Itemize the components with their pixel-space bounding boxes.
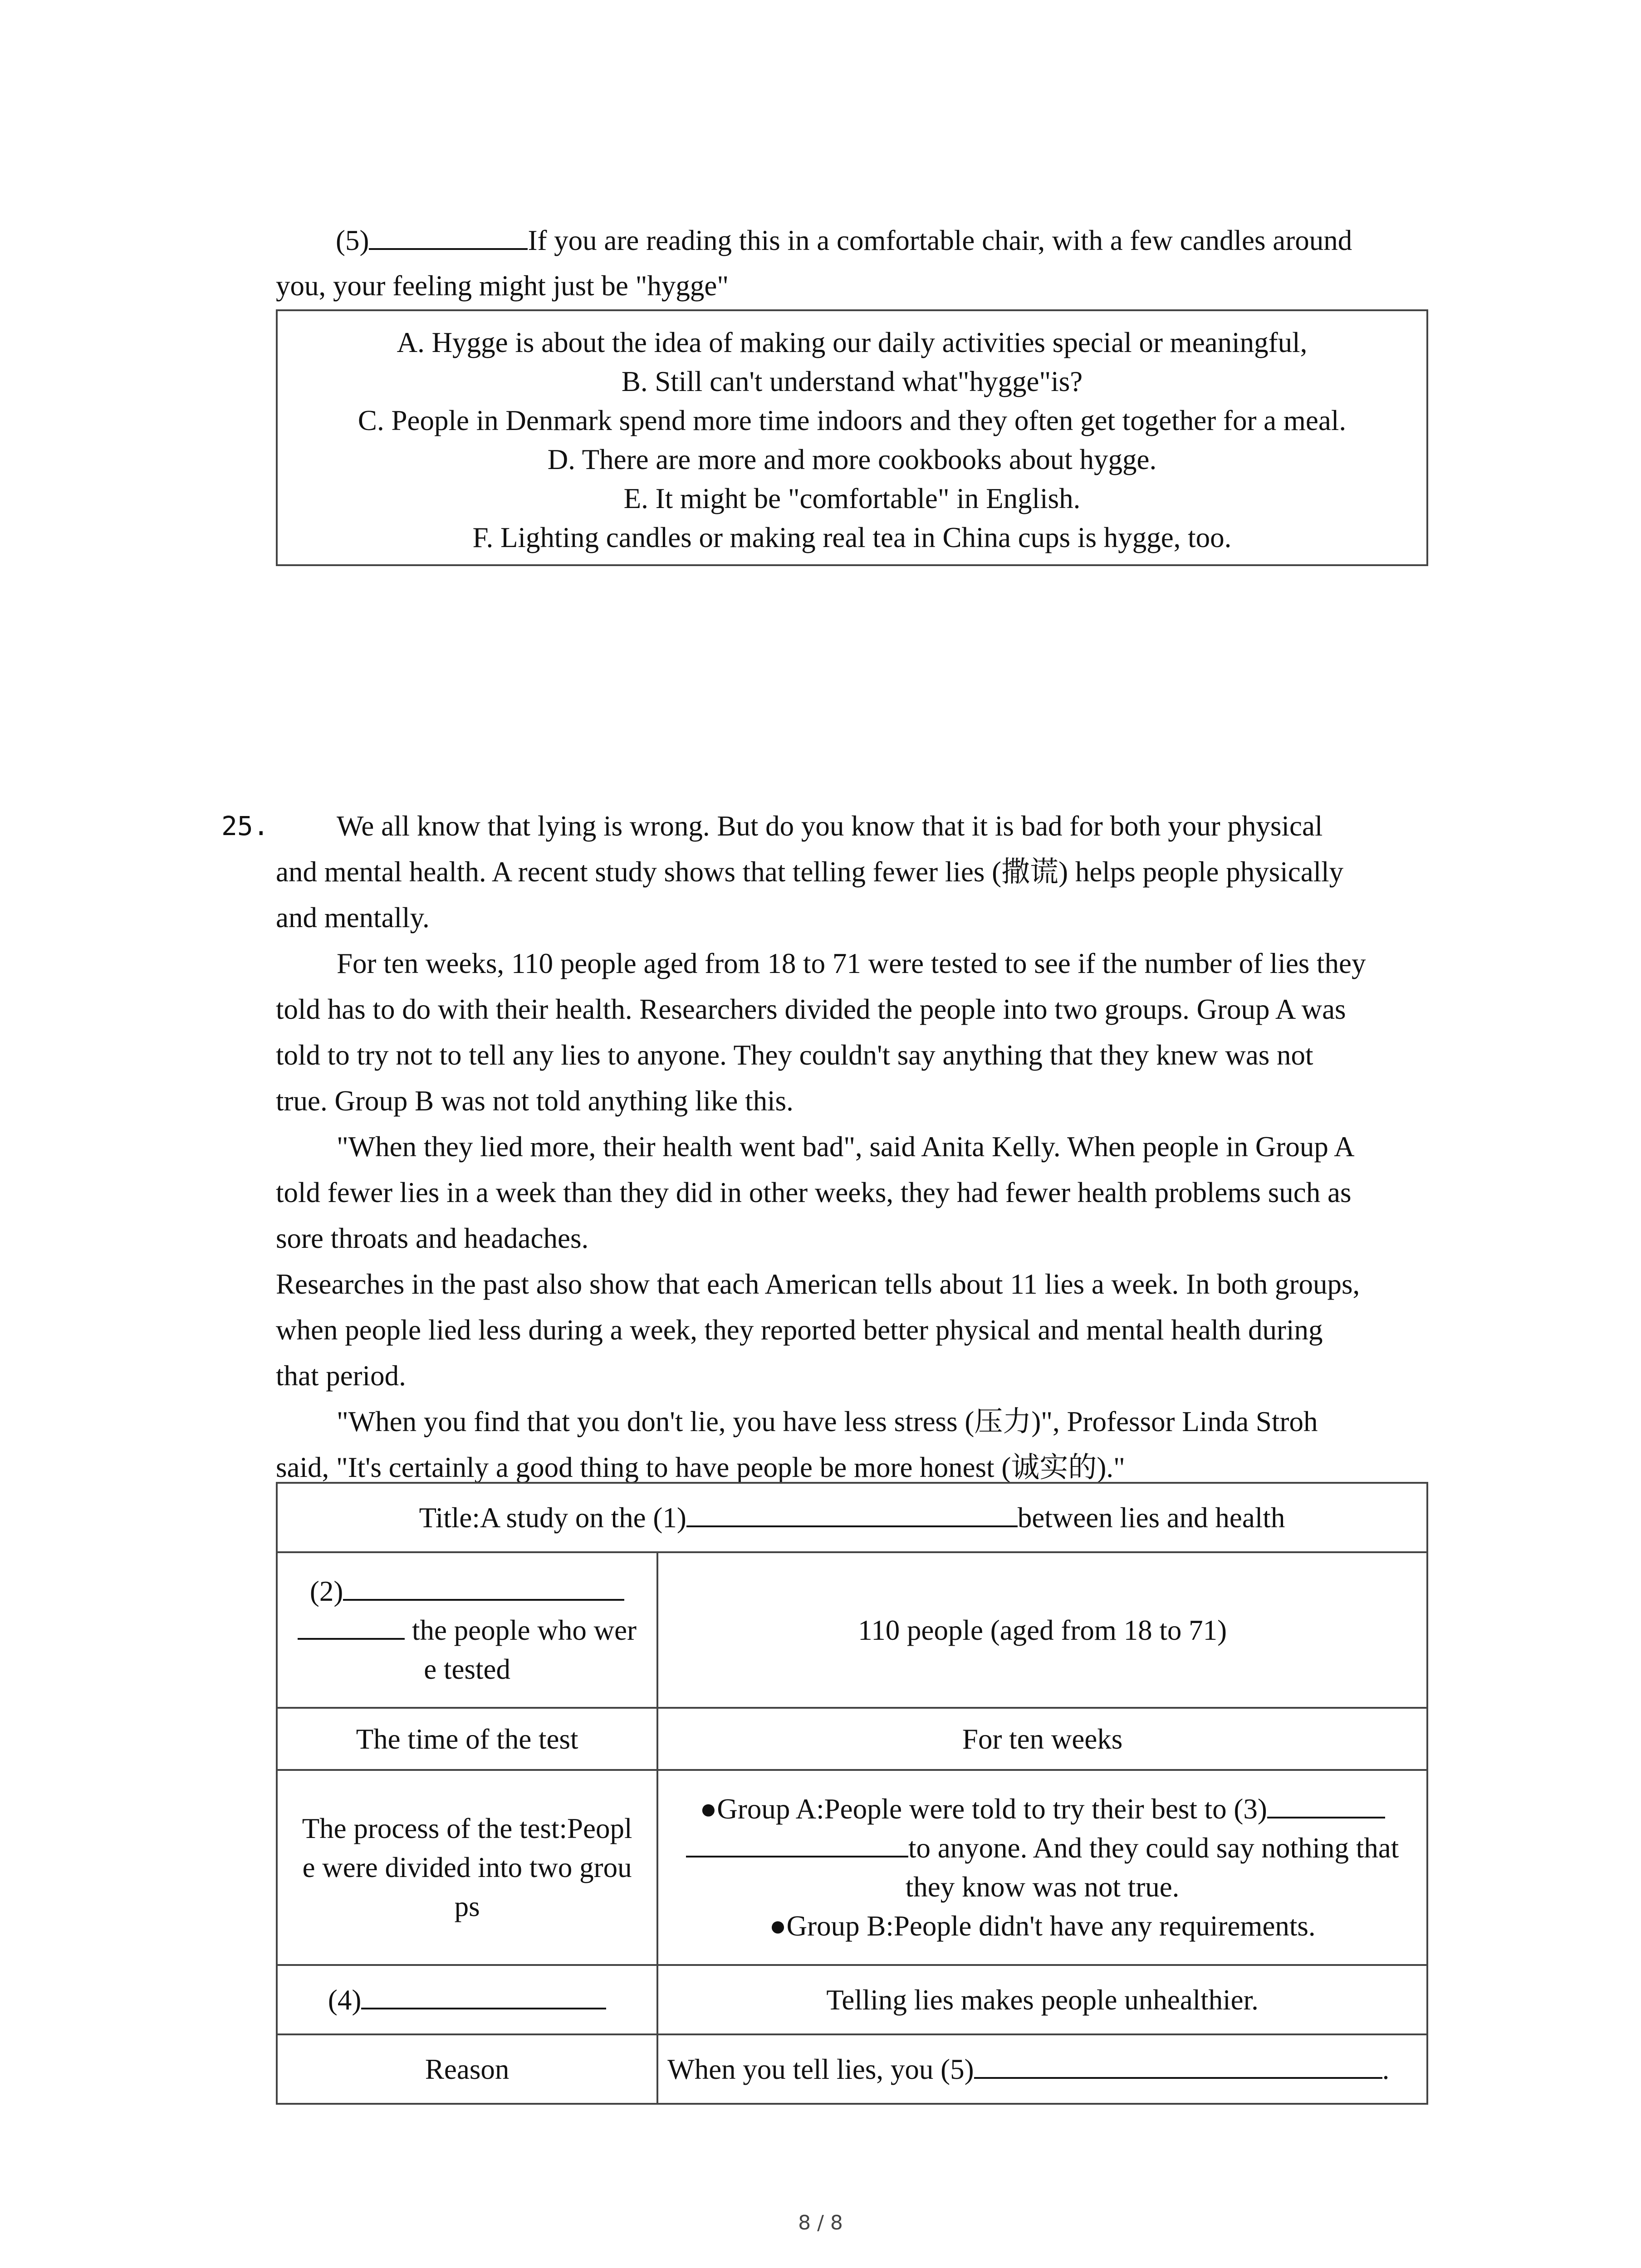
row-value-cell: 110 people (aged from 18 to 71) bbox=[657, 1552, 1427, 1708]
passage-line: "When you find that you don't lie, you have less stress (压力)", Professor Linda Stroh bbox=[337, 1406, 1318, 1437]
blank-label: (2) bbox=[309, 1575, 343, 1607]
row-label-cell bbox=[277, 1552, 657, 1708]
answer-blank-3-cont[interactable] bbox=[686, 1831, 908, 1857]
option-d: D. There are more and more cookbooks about hygge. bbox=[547, 444, 1157, 475]
row-label-text: e were divided into two grou bbox=[302, 1852, 632, 1883]
passage-line: when people lied less during a week, they reported better physical and mental health during bbox=[276, 1314, 1323, 1346]
table-row bbox=[277, 2034, 1427, 2104]
table-row bbox=[277, 1552, 1427, 1708]
option-b: B. Still can't understand what"hygge"is? bbox=[621, 366, 1083, 397]
item-label: (5) bbox=[336, 225, 369, 256]
row-label-cell: The time of the test bbox=[277, 1708, 657, 1770]
passage-line: said, "It's certainly a good thing to have people be more honest (诚实的)." bbox=[276, 1452, 1125, 1483]
question-number: 25. bbox=[221, 811, 269, 841]
row-label-cell bbox=[277, 1965, 657, 2034]
group-a-text-end: they know was not true. bbox=[905, 1871, 1180, 1903]
table-title-cell bbox=[277, 1483, 1427, 1552]
passage-line: For ten weeks, 110 people aged from 18 to 71 were tested to see if the number of lies they bbox=[337, 948, 1366, 979]
answer-blank-2[interactable] bbox=[343, 1574, 624, 1601]
q24-item5-line1 bbox=[336, 218, 1352, 264]
reason-text: When you tell lies, you (5) bbox=[667, 2053, 974, 2085]
table-row bbox=[277, 1708, 1427, 1770]
row-label-text: ps bbox=[454, 1891, 480, 1922]
page-number: 8 / 8 bbox=[798, 2211, 843, 2234]
group-a-text: ●Group A:People were told to try their best to (3) bbox=[700, 1793, 1267, 1825]
option-f: F. Lighting candles or making real tea in China cups is hygge, too. bbox=[472, 522, 1232, 553]
q24-item5-line2: you, your feeling might just be "hygge" bbox=[276, 270, 729, 302]
row-label-text: the people who wer bbox=[411, 1614, 637, 1646]
option-a: A. Hygge is about the idea of making our daily activities special or meaningful, bbox=[397, 327, 1308, 358]
answer-blank-2-cont[interactable] bbox=[298, 1613, 405, 1640]
reason-end: . bbox=[1382, 2053, 1390, 2085]
row-value-cell bbox=[657, 2034, 1427, 2104]
row-value-cell: Telling lies makes people unhealthier. bbox=[657, 1965, 1427, 2034]
row-value-cell: For ten weeks bbox=[657, 1708, 1427, 1770]
passage-line: true. Group B was not told anything like this. bbox=[276, 1085, 794, 1117]
passage-line: told to try not to tell any lies to anyone. They couldn't say anything that they knew was not bbox=[276, 1039, 1313, 1071]
passage-line: told fewer lies in a week than they did in other weeks, they had fewer health problems such as bbox=[276, 1177, 1352, 1208]
passage-line: and mentally. bbox=[276, 902, 430, 934]
option-c: C. People in Denmark spend more time indoors and they often get together for a meal. bbox=[358, 405, 1347, 436]
blank-label: (4) bbox=[328, 1984, 362, 2016]
answer-blank-3[interactable] bbox=[1267, 1792, 1385, 1818]
answer-blank-4[interactable] bbox=[361, 1983, 606, 2009]
row-label-text: e tested bbox=[424, 1653, 510, 1685]
options-box bbox=[276, 309, 1428, 566]
item-text: If you are reading this in a comfortable chair, with a few candles around bbox=[528, 225, 1352, 256]
title-prefix: Title:A study on the (1) bbox=[419, 1501, 686, 1534]
table-row bbox=[277, 1965, 1427, 2034]
group-a-text-cont: to anyone. And they could say nothing that bbox=[908, 1832, 1399, 1864]
option-e: E. It might be "comfortable" in English. bbox=[623, 483, 1081, 514]
passage-line: that period. bbox=[276, 1360, 406, 1392]
passage-line: sore throats and headaches. bbox=[276, 1222, 589, 1254]
answer-blank-1[interactable] bbox=[686, 1501, 1018, 1527]
passage-line: and mental health. A recent study shows that telling fewer lies (撒谎) helps people physically bbox=[276, 856, 1344, 888]
table-row bbox=[277, 1770, 1427, 1965]
q25-passage bbox=[276, 803, 1433, 1491]
passage-line: "When they lied more, their health went bad", said Anita Kelly. When people in Group A bbox=[337, 1131, 1355, 1163]
row-value-cell bbox=[657, 1770, 1427, 1965]
row-label-text: The process of the test:Peopl bbox=[302, 1813, 632, 1844]
passage-line: We all know that lying is wrong. But do you know that it is bad for both your physical bbox=[337, 810, 1323, 842]
table-row-title bbox=[277, 1483, 1427, 1552]
group-b-text: ●Group B:People didn't have any requirements. bbox=[769, 1910, 1316, 1942]
passage-line: Researches in the past also show that each American tells about 11 lies a week. In both groups, bbox=[276, 1268, 1360, 1300]
summary-table bbox=[276, 1482, 1428, 2105]
answer-blank[interactable] bbox=[369, 224, 528, 250]
row-label-cell: Reason bbox=[277, 2034, 657, 2104]
passage-line: told has to do with their health. Researchers divided the people into two groups. Group A was bbox=[276, 993, 1346, 1025]
title-suffix: between lies and health bbox=[1017, 1501, 1285, 1534]
answer-blank-5[interactable] bbox=[974, 2053, 1382, 2079]
row-label-cell bbox=[277, 1770, 657, 1965]
